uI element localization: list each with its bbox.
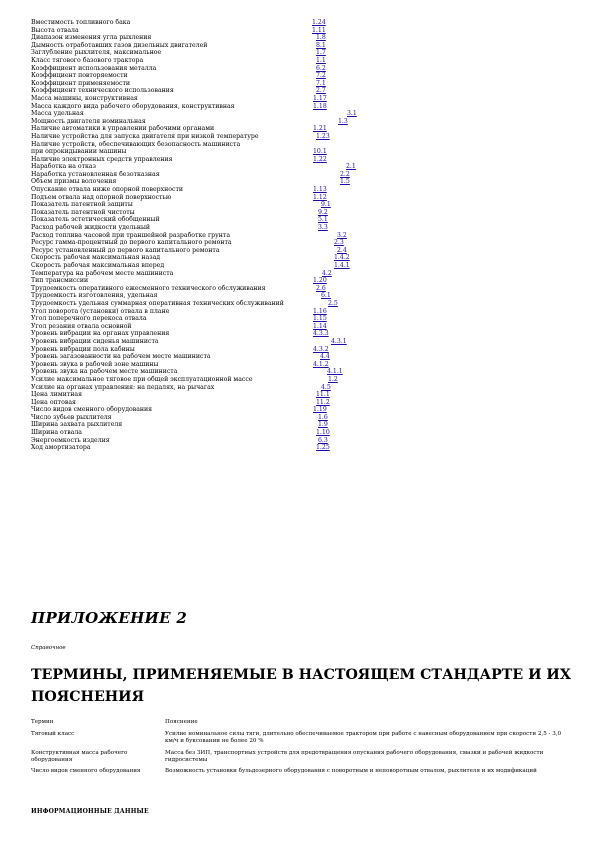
index-row [31, 270, 571, 278]
index-ref-link[interactable]: 4.1.2 [313, 360, 329, 368]
index-row [31, 254, 571, 262]
index-term: Наработка на отказ [31, 163, 96, 171]
index-row [31, 414, 571, 422]
index-ref-link[interactable]: 11.1 [316, 391, 330, 399]
index-ref-link[interactable]: 1.7 [316, 49, 326, 57]
index-row [31, 361, 571, 369]
index-term: Скорость рабочая максимальная вперед [31, 262, 165, 269]
index-row [31, 186, 571, 194]
index-term: Ширина отвала [31, 429, 82, 437]
index-ref-link[interactable]: 1.3 [338, 117, 348, 125]
index-row [31, 391, 571, 399]
index-row [31, 376, 571, 384]
index-row [31, 133, 571, 141]
index-term: Уровень вибрации пола кабины [31, 345, 135, 353]
index-row [31, 148, 571, 156]
index-ref-link[interactable]: 6.3 [318, 436, 328, 444]
index-term: Дымность отработавших газов дизельных двигателей [31, 41, 208, 49]
explanation-cell: Возможность установки бульдозерного оборудования с поворотным и неповоротным отвалом, рыхлителя и их модификаций [165, 768, 537, 775]
index-row [31, 292, 571, 300]
index-ref-link[interactable]: 10.1 [313, 148, 327, 156]
index-row [31, 87, 571, 95]
index-term: Скорость рабочая максимальная назад [31, 254, 161, 262]
index-term: Число зубьев рыхлителя [31, 413, 112, 421]
index-term: Наличие автоматики в управлении рабочими органами [31, 125, 215, 133]
index-row [31, 308, 571, 316]
index-ref-link[interactable]: 2.1 [346, 163, 356, 171]
index-term: Цена оптовая [31, 398, 76, 406]
appendix-status: Справочное [31, 645, 66, 651]
alphabetical-index [31, 19, 571, 452]
index-row [31, 49, 571, 57]
index-ref-link[interactable]: 1.1 [316, 56, 326, 64]
term-cell: Конструктивная масса рабочего оборудования [31, 749, 128, 763]
index-row [31, 178, 571, 186]
index-term: Коэффициент повторяемости [31, 72, 128, 80]
index-row [31, 57, 571, 65]
index-row [31, 34, 571, 42]
index-row [31, 194, 571, 202]
index-ref-link[interactable]: 4.3.3 [313, 330, 329, 338]
index-row [31, 118, 571, 126]
index-term: Усилие максимальное тяговое при общей эксплуатационной массе [31, 375, 253, 383]
index-row [31, 239, 571, 247]
index-ref-link[interactable]: 2.2 [340, 170, 350, 178]
index-row [31, 19, 571, 27]
index-term: Угол поперечного перекоса отвала [31, 315, 147, 323]
term-cell: Тяговый класс [31, 731, 75, 738]
index-term: при опрокидывании машины [31, 148, 127, 156]
index-ref-link[interactable]: 1.12 [313, 193, 327, 201]
index-ref-link[interactable]: 1.18 [313, 102, 327, 110]
index-term: Показатель патентной защиты [31, 201, 133, 209]
index-ref-link[interactable]: 1.9 [318, 421, 328, 429]
explanation-cell: Усилие номинальное силы тяги, длительно обеспечиваемое трактором при работе с навесным оборудованием при скорости 2,5 - 3,0 км/ч и буксовании не более 20 % [165, 731, 562, 745]
index-term: Объем призмы волочения [31, 178, 117, 186]
index-row [31, 285, 571, 293]
index-term: Высота отвала [31, 26, 79, 34]
index-row [31, 323, 571, 331]
column-header-term: Термин [31, 719, 54, 725]
index-term: Масса каждого вида рабочего оборудования, конструктивная [31, 102, 235, 110]
index-row [31, 72, 571, 80]
index-term: Тип трансмиссии [31, 277, 89, 285]
index-ref-link[interactable]: 9.2 [318, 208, 328, 216]
index-row [31, 437, 571, 445]
index-row [31, 399, 571, 407]
index-term: Наличие устройства для запуска двигателя при низкой температуре [31, 132, 259, 140]
index-term: Масса удельная [31, 110, 84, 118]
index-term: Заглубление рыхлителя, максимальное [31, 49, 162, 57]
index-row [31, 338, 571, 346]
index-row [31, 103, 571, 111]
index-row [31, 330, 571, 338]
index-ref-link[interactable]: 1.4.1 [334, 262, 350, 269]
index-ref-link[interactable]: 4.4 [320, 353, 330, 361]
index-row [31, 384, 571, 392]
index-ref-link[interactable]: 1.4.2 [334, 254, 350, 262]
terms-heading: ТЕРМИНЫ, ПРИМЕНЯЕМЫЕ В НАСТОЯЩЕМ СТАНДАРТЕ И ИХ ПОЯСНЕНИЯ [31, 667, 571, 705]
index-ref-link[interactable]: 1.5 [340, 178, 350, 186]
index-row [31, 110, 571, 118]
index-row [31, 42, 571, 50]
index-row [31, 300, 571, 308]
index-term: Расход топлива часовой при траншейной разработке грунта [31, 231, 231, 239]
index-term: Ресурс установленный до первого капитального ремонта [31, 246, 220, 254]
info-heading: ИНФОРМАЦИОННЫЕ ДАННЫЕ [31, 808, 149, 815]
index-term: Уровень вибрации сиденья машиниста [31, 337, 159, 345]
index-ref-link[interactable]: 3.3 [318, 224, 328, 232]
index-ref-link[interactable]: 9.1 [321, 201, 331, 209]
index-row [31, 201, 571, 209]
index-term: Вместимость топливного бака [31, 19, 131, 26]
terms-table-header [31, 719, 566, 726]
index-term: Наличие электронных средств управления [31, 155, 173, 163]
index-row [31, 163, 571, 171]
index-ref-link[interactable]: 1.19 [313, 406, 327, 414]
index-ref-link[interactable]: 1.8 [316, 34, 326, 42]
table-row [31, 750, 566, 764]
index-term: Угол поворота (установки) отвала в плане [31, 307, 170, 315]
index-row [31, 95, 571, 103]
index-row [31, 406, 571, 414]
index-term: Уровень звука в рабочей зоне машины [31, 360, 159, 368]
index-ref-link[interactable]: 8.1 [316, 41, 326, 49]
index-term: Число видов сменного оборудования [31, 406, 153, 414]
term-cell: Число видов сменного оборудования [31, 768, 141, 775]
index-ref-link[interactable]: 4.3.1 [331, 337, 347, 345]
index-row [31, 125, 571, 133]
index-row [31, 346, 571, 354]
index-term: Трудоемкость оперативного ежесменного технического обслуживания [31, 284, 266, 292]
index-term: Масса машины, конструктивная [31, 94, 138, 102]
index-row [31, 224, 571, 232]
index-ref-link[interactable]: 1.14 [313, 322, 327, 330]
index-ref-link[interactable]: 7.1 [316, 79, 326, 87]
index-term: Класс тягового базового трактора [31, 56, 144, 64]
index-ref-link[interactable]: 2.7 [316, 87, 326, 95]
index-ref-link[interactable]: 1.21 [313, 125, 327, 133]
index-term: Трудоемкость удельная суммарная оперативная технических обслуживаний [31, 299, 284, 307]
index-term: Температура на рабочем месте машиниста [31, 269, 174, 277]
index-term: Ресурс гамма-процентный до первого капитального ремонта [31, 239, 232, 247]
index-ref-link[interactable]: 4.3.2 [313, 345, 329, 353]
index-row [31, 80, 571, 88]
explanation-cell: Масса без ЗИП, транспортных устройств для предотвращения опускания рабочего оборудования, смазки и рабочей жидкости гидросистемы [165, 749, 544, 763]
index-term: Ширина захвата рыхлителя [31, 421, 123, 429]
appendix-title: ПРИЛОЖЕНИЕ 2 [31, 609, 188, 627]
index-term: Уровень загазованности на рабочем месте машиниста [31, 353, 211, 361]
index-ref-link[interactable]: 2.5 [328, 299, 338, 307]
index-ref-link[interactable]: 1.24 [312, 19, 326, 26]
index-ref-link[interactable]: 1.11 [312, 26, 326, 34]
index-ref-link[interactable]: 11.2 [316, 398, 330, 406]
index-row [31, 247, 571, 255]
index-ref-link[interactable]: 1.10 [316, 429, 330, 437]
index-ref-link[interactable]: 1.22 [313, 155, 327, 163]
index-ref-link[interactable]: 1.6 [318, 413, 328, 421]
index-row [31, 171, 571, 179]
index-ref-link[interactable]: 7.2 [316, 72, 326, 80]
index-term: Угол резания отвала основной [31, 322, 132, 330]
index-row [31, 232, 571, 240]
index-term: Наличие устройств, обеспечивающих безопасность машиниста [31, 140, 241, 148]
index-term: Цена лимитная [31, 391, 82, 399]
index-ref-link[interactable]: 2.3 [334, 239, 344, 247]
index-term: Подъем отвала над опорной поверхностью [31, 193, 172, 201]
index-term: Коэффициент использования металла [31, 64, 157, 72]
index-ref-link[interactable]: 1.15 [313, 315, 327, 323]
index-row [31, 65, 571, 73]
terms-table [31, 719, 566, 779]
index-ref-link[interactable]: 1.23 [316, 132, 330, 140]
index-row [31, 277, 571, 285]
index-term: Показатель эстетический обобщенный [31, 216, 160, 224]
index-term: Диапазон изменения угла рыхления [31, 34, 152, 42]
index-ref-link[interactable]: 3.2 [337, 231, 347, 239]
index-ref-link[interactable]: 6.1 [321, 292, 331, 300]
index-term: Опускание отвала ниже опорной поверхности [31, 186, 183, 194]
index-ref-link[interactable]: 1.17 [313, 94, 327, 102]
index-row [31, 156, 571, 164]
table-row [31, 731, 566, 745]
index-term: Наработка установленная безотказная [31, 170, 160, 178]
index-ref-link[interactable]: 1.16 [313, 307, 327, 315]
index-term: Уровень вибрации на органах управления [31, 330, 170, 338]
index-row [31, 262, 571, 270]
index-row [31, 444, 571, 452]
index-ref-link[interactable]: 6.2 [316, 64, 326, 72]
index-term: Мощность двигателя номинальная [31, 117, 146, 125]
index-row [31, 429, 571, 437]
index-ref-link[interactable]: 3.1 [347, 110, 357, 118]
index-row [31, 216, 571, 224]
index-term: Усилие на органах управления: на педалях, на рычагах [31, 383, 215, 391]
index-row [31, 315, 571, 323]
index-ref-link[interactable]: 1.13 [313, 186, 327, 194]
index-term: Ход амортизатора [31, 444, 91, 452]
index-row [31, 27, 571, 35]
index-ref-link[interactable]: 1.25 [316, 444, 330, 452]
index-ref-link[interactable]: 4.5 [321, 383, 331, 391]
column-header-explanation: Пояснение [165, 719, 198, 725]
table-row [31, 768, 566, 775]
index-row [31, 353, 571, 361]
index-ref-link[interactable]: 4.2 [322, 269, 332, 277]
index-term: Расход рабочей жидкости удельный [31, 224, 151, 232]
index-ref-link[interactable]: 5.1 [318, 216, 328, 224]
index-term: Трудоемкость изготовления, удельная [31, 292, 158, 300]
index-ref-link[interactable]: 2.4 [337, 246, 347, 254]
index-term: Энергоемкость изделия [31, 436, 110, 444]
index-row [31, 421, 571, 429]
index-term: Показатель патентной чистоты [31, 208, 135, 216]
index-ref-link[interactable]: 1.2 [328, 375, 338, 383]
index-ref-link[interactable]: 4.1.1 [327, 368, 343, 376]
index-term: Коэффициент применяемости [31, 79, 130, 87]
index-row [31, 209, 571, 217]
index-row [31, 368, 571, 376]
index-term: Коэффициент технического использования [31, 87, 174, 95]
index-row [31, 141, 571, 149]
index-ref-link[interactable]: 1.20 [313, 277, 327, 285]
index-term: Уровень звука на рабочем месте машиниста [31, 368, 178, 376]
index-ref-link[interactable]: 2.6 [316, 284, 326, 292]
